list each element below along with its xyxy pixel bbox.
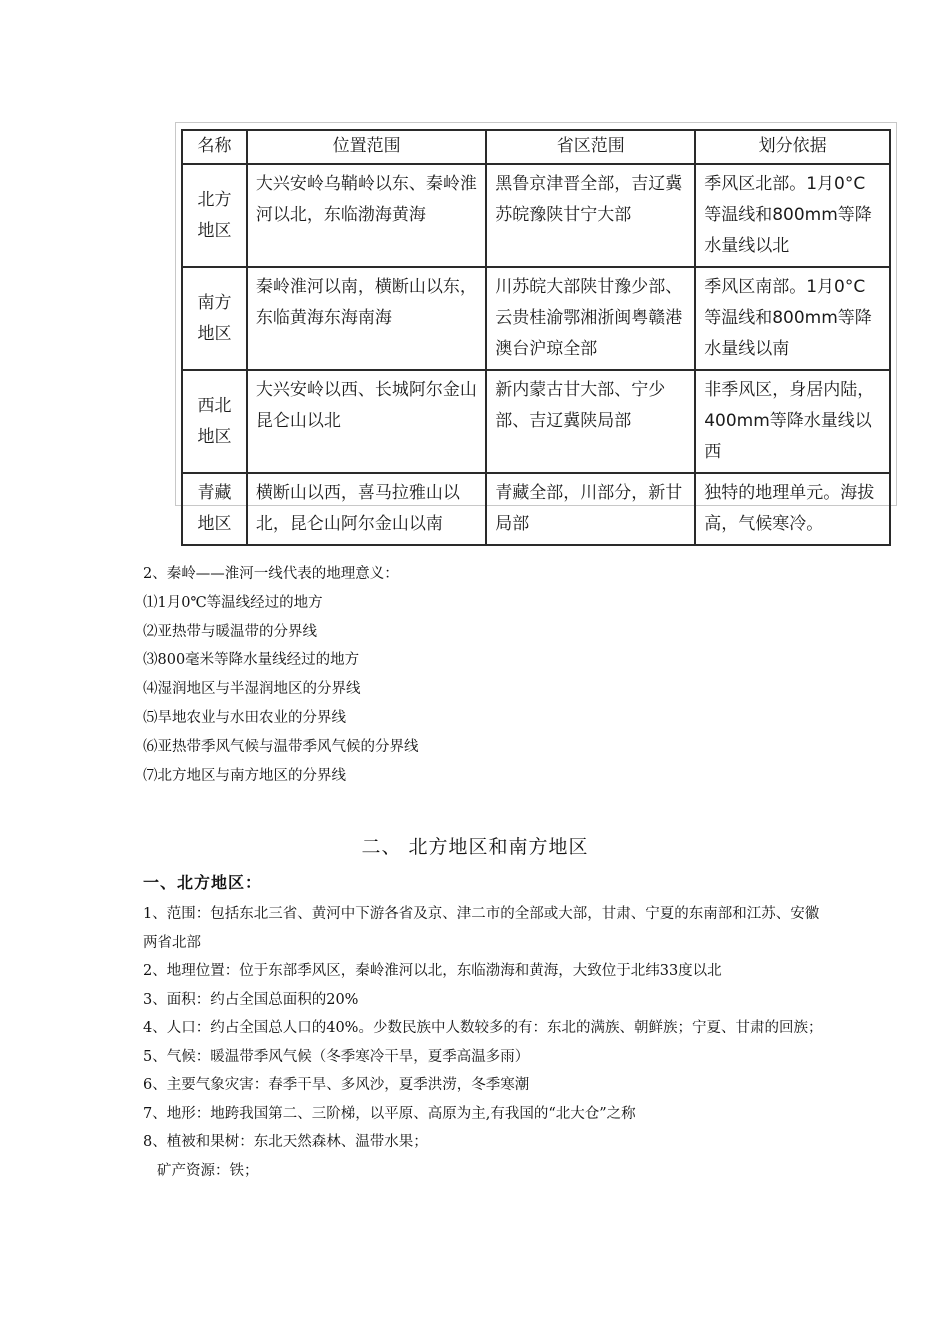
position-cell: 大兴安岭乌鞘岭以东、秦岭淮河以北，东临渤海黄海 [247,164,486,267]
header-provinces: 省区范围 [486,130,695,164]
region-name-cell [182,370,247,473]
section-title: 二、 北方地区和南方地区 [361,836,589,858]
table-row [182,473,890,545]
paragraph: 2、地理位置：位于东部季风区，秦岭淮河以北，东临渤海和黄海，大致位于北纬33度以北 [143,963,722,979]
region-name-line: 青藏 [197,483,232,503]
provinces-cell: 新内蒙古甘大部、宁少部、吉辽冀陕局部 [486,370,695,473]
list-item: ⑸旱地农业与水田农业的分界线 [143,709,346,726]
north-region-paragraphs [143,900,823,1185]
table-header-row [182,130,890,164]
paragraph: 4、人口：约占全国总人口的40%。少数民族中人数较多的有：东北的满族、朝鲜族；宁夏、甘肃的回族； [143,1020,823,1036]
qinling-significance-list [143,560,419,790]
region-name-line: 北方 [197,189,232,210]
paragraph: 7、地形：地跨我国第二、三阶梯，以平原、高原为主,有我国的“北大仓”之称 [143,1105,636,1122]
header-basis: 划分依据 [695,130,890,164]
list-heading: 2、秦岭——淮河一线代表的地理意义： [143,566,399,582]
region-name-line: 南方 [197,292,232,313]
list-item: ⑵亚热带与暖温带的分界线 [143,623,317,640]
paragraph: 8、植被和果树：东北天然森林、温带水果； [143,1134,428,1150]
position-cell: 横断山以西，喜马拉雅山以北，昆仑山阿尔金山以南 [247,473,486,545]
list-item: ⑷湿润地区与半湿润地区的分界线 [143,681,361,698]
list-item: ⑶800毫米等降水量线经过的地方 [143,652,360,669]
region-name-line: 地区 [197,220,232,241]
paragraph: 矿产资源：铁； [157,1162,259,1179]
basis-cell: 独特的地理单元。海拔高，气候寒冷。 [695,473,890,545]
header-name: 名称 [182,130,247,164]
basis-cell: 季风区南部。1月0°C等温线和800mm等降水量线以南 [695,267,890,370]
table-row [182,370,890,473]
region-name-line: 地区 [197,323,232,344]
position-cell: 大兴安岭以西、长城阿尔金山昆仑山以北 [247,370,486,473]
table-row [182,164,890,267]
list-item: ⑴1月0℃等温线经过的地方 [143,594,323,611]
header-position: 位置范围 [247,130,486,164]
paragraph: 3、面积：约占全国总面积的20% [143,991,359,1008]
position-cell: 秦岭淮河以南，横断山以东，东临黄海东海南海 [247,267,486,370]
table-row [182,267,890,370]
provinces-cell: 黑鲁京津晋全部，吉辽冀苏皖豫陕甘宁大部 [486,164,695,267]
region-name-cell [182,164,247,267]
region-name-line: 西北 [197,395,232,416]
region-table [181,129,891,546]
region-name-cell [182,473,247,545]
provinces-cell: 川苏皖大部陕甘豫少部、云贵桂渝鄂湘浙闽粤赣港澳台沪琼全部 [486,267,695,370]
provinces-cell: 青藏全部，川部分，新甘局部 [486,473,695,545]
list-item: ⑹亚热带季风气候与温带季风气候的分界线 [143,738,419,755]
paragraph: 6、主要气象灾害：春季干旱、多风沙，夏季洪涝，冬季寒潮 [143,1077,530,1093]
basis-cell: 非季风区，身居内陆，400mm等降水量线以西 [695,370,890,473]
list-item: ⑺北方地区与南方地区的分界线 [143,767,346,784]
paragraph: 1、范围：包括东北三省、黄河中下游各省及京、津二市的全部或大部，甘肃、宁夏的东南部和江苏、安徽两省北部 [143,906,820,951]
subsection-title: 一、北方地区： [143,873,263,892]
region-name-cell [182,267,247,370]
paragraph: 5、气候：暖温带季风气候（冬季寒冷干旱，夏季高温多雨） [143,1048,530,1065]
region-name-line: 地区 [197,426,232,447]
region-table-image [175,122,897,534]
basis-cell: 季风区北部。1月0°C等温线和800mm等降水量线以北 [695,164,890,267]
region-name-line: 地区 [197,514,232,534]
